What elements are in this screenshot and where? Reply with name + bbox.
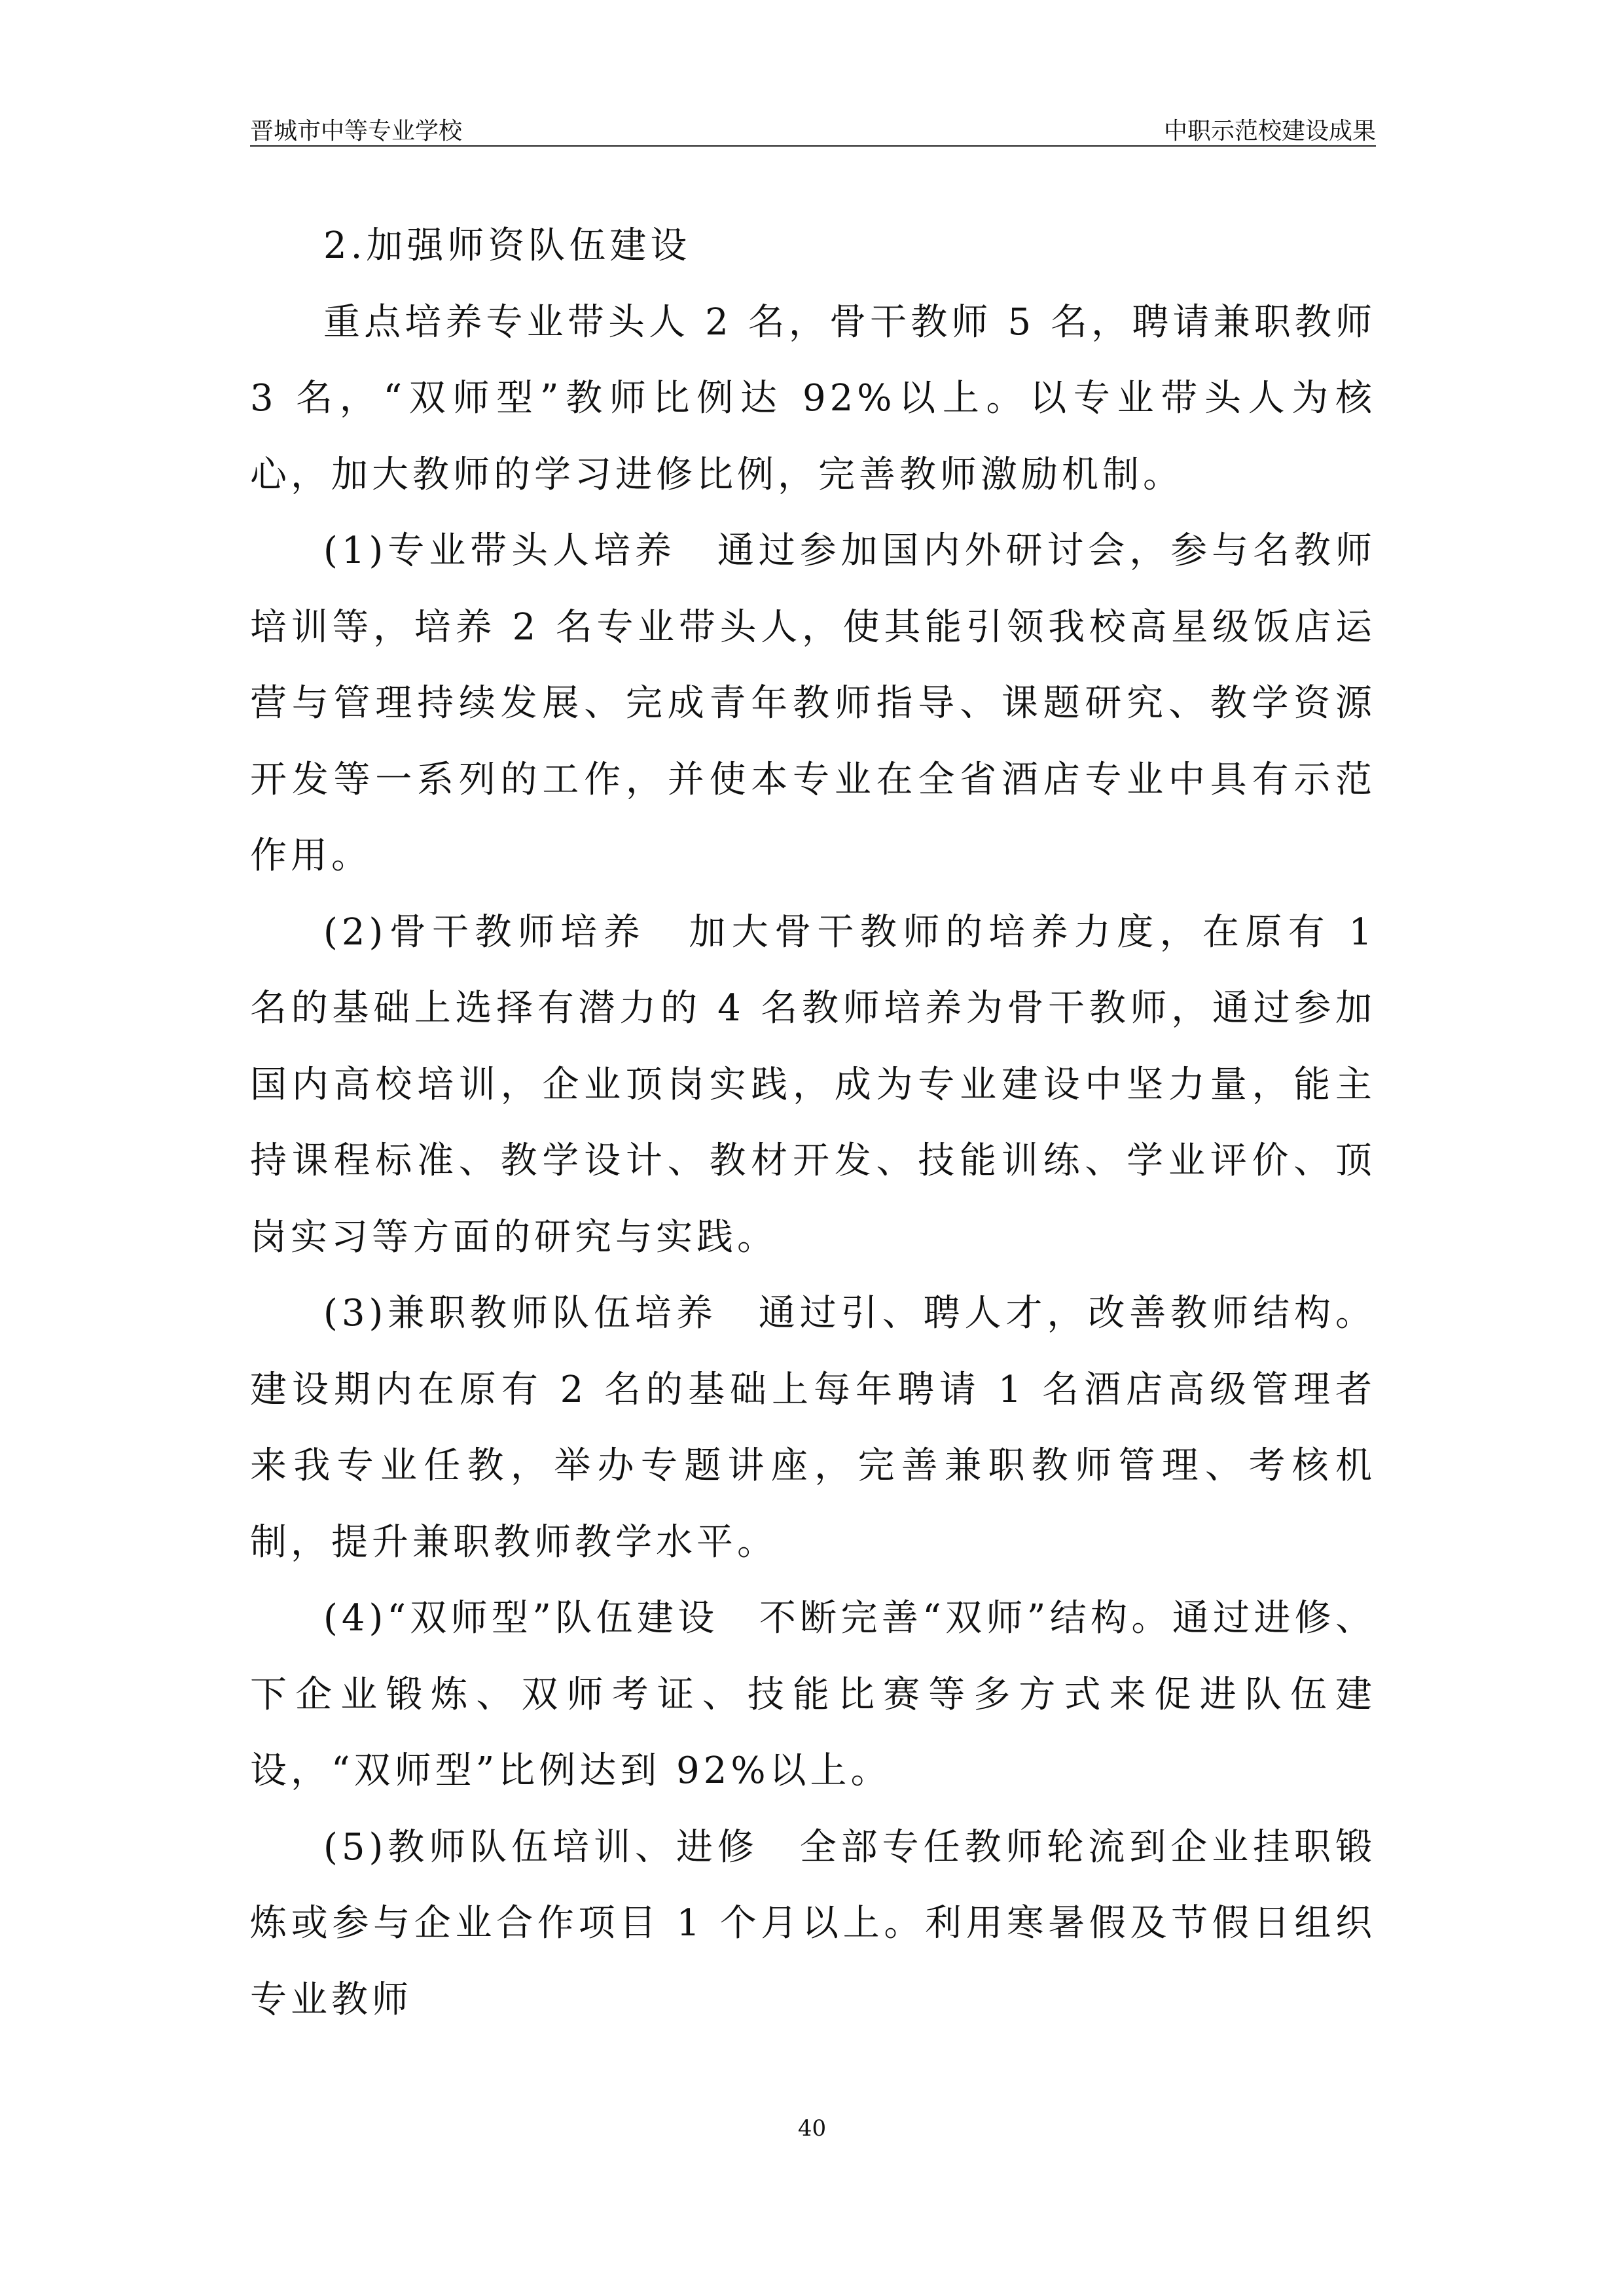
paragraph-item-3: (3)兼职教师队伍培养 通过引、聘人才，改善教师结构。建设期内在原有 2 名的基础上每年聘请 1 名酒店高级管理者来我专业任教，举办专题讲座，完善兼职教师管理、考核机制，提升兼职教师教学水平。 — [250, 1292, 1376, 1564]
page-header — [250, 115, 1376, 148]
paragraph-item-5: (5)教师队伍培训、进修 全部专任教师轮流到企业挂职锻炼或参与企业合作项目 1 个月以上。利用寒暑假及节假日组织专业教师 — [250, 1825, 1376, 2021]
paragraph-item-4: (4)“双师型”队伍建设 不断完善“双师”结构。通过进修、下企业锻炼、双师考证、技能比赛等多方式来促进队伍建设，“双师型”比例达到 92%以上。 — [250, 1597, 1376, 1792]
paragraph-item-1: (1)专业带头人培养 通过参加国内外研讨会，参与名教师培训等，培养 2 名专业带头人，使其能引领我校高星级饭店运营与管理持续发展、完成青年教师指导、课题研究、教学资源开发等一系列的工作，并使本专业在全省酒店专业中具有示范作用。 — [250, 529, 1376, 877]
paragraph-item-2: (2)骨干教师培养 加大骨干教师的培养力度，在原有 1 名的基础上选择有潜力的 4 名教师培养为骨干教师，通过参加国内高校培训，企业顶岗实践，成为专业建设中坚力量，能主持课程标准、教学设计、教材开发、技能训练、学业评价、顶岗实习等方面的研究与实践。 — [250, 910, 1376, 1259]
header-section-title: 中职示范校建设成果 — [1163, 118, 1376, 145]
header-rule — [250, 145, 1376, 147]
document-body — [250, 208, 1376, 2038]
section-heading: 2.加强师资队伍建设 — [323, 224, 691, 267]
paragraph-intro: 重点培养专业带头人 2 名，骨干教师 5 名，聘请兼职教师 3 名，“双师型”教师比例达 92%以上。以专业带头人为核心，加大教师的学习进修比例，完善教师激励机制。 — [250, 300, 1376, 496]
page-number: 40 — [797, 2115, 827, 2142]
header-school-name: 晋城市中等专业学校 — [250, 118, 463, 145]
